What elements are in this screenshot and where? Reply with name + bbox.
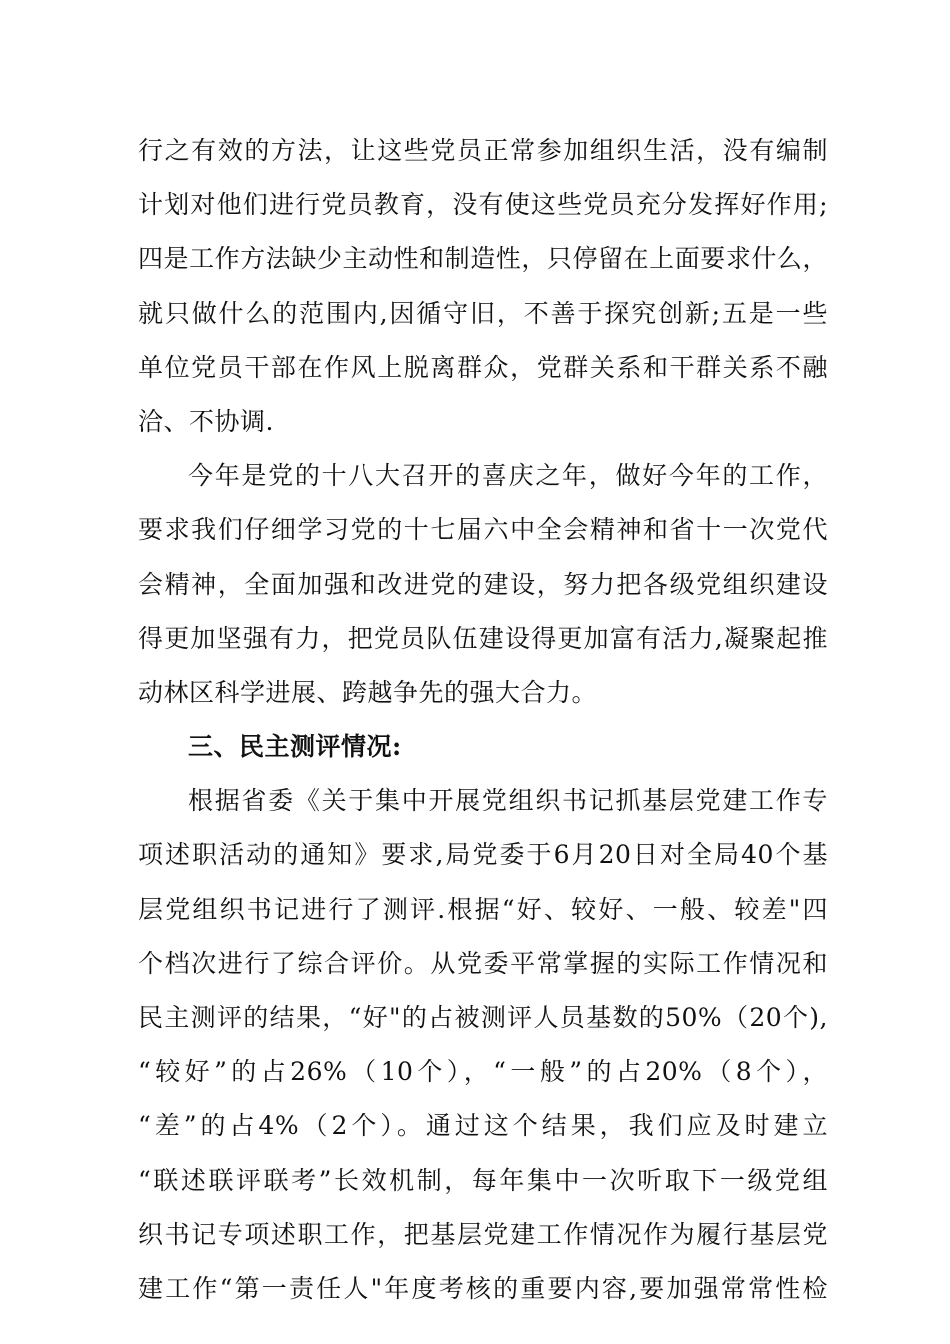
paragraph-line: 会精神，全面加强和改进党的建设，努力把各级党组织建设 bbox=[138, 569, 828, 599]
document-body bbox=[138, 124, 828, 1316]
section-heading: 三、民主测评情况: bbox=[188, 732, 402, 762]
paragraph-line: 得更加坚强有力，把党员队伍建设得更加富有活力,凝聚起推 bbox=[138, 623, 828, 653]
paragraph-line: “联述联评联考”长效机制，每年集中一次听取下一级党组 bbox=[138, 1165, 828, 1195]
paragraph-line: 民主测评的结果，“好"的占被测评人员基数的50%（20个), bbox=[138, 1003, 828, 1032]
paragraph-line: 织书记专项述职工作，把基层党建工作情况作为履行基层党 bbox=[138, 1219, 828, 1249]
paragraph-line: 建工作“第一责任人"年度考核的重要内容,要加强常常性检 bbox=[138, 1273, 828, 1303]
paragraph-line: 就只做什么的范围内,因循守旧，不善于探究创新;五是一些 bbox=[138, 298, 828, 328]
paragraph-line: 要求我们仔细学习党的十七届六中全会精神和省十一次党代 bbox=[138, 515, 828, 545]
paragraph-line: 项述职活动的通知》要求,局党委于6月20日对全局40个基 bbox=[138, 840, 828, 870]
paragraph-line: “较好”的占26%（10个），“一般”的占20%（8个）， bbox=[138, 1057, 828, 1087]
paragraph-line: “差”的占4%（2个）。通过这个结果，我们应及时建立 bbox=[138, 1111, 828, 1141]
paragraph-line: 今年是党的十八大召开的喜庆之年，做好今年的工作， bbox=[188, 461, 828, 491]
paragraph-line: 层党组织书记进行了测评.根据“好、较好、一般、较差"四 bbox=[138, 894, 828, 924]
paragraph-line: 单位党员干部在作风上脱离群众，党群关系和干群关系不融 bbox=[138, 352, 828, 382]
paragraph-line: 根据省委《关于集中开展党组织书记抓基层党建工作专 bbox=[188, 786, 828, 816]
paragraph-line: 动林区科学进展、跨越争先的强大合力。 bbox=[138, 677, 598, 707]
paragraph-line: 四是工作方法缺少主动性和制造性，只停留在上面要求什么， bbox=[138, 244, 828, 274]
paragraph-line: 洽、不协调. bbox=[138, 406, 274, 436]
paragraph-line: 行之有效的方法，让这些党员正常参加组织生活，没有编制 bbox=[138, 136, 828, 165]
paragraph-line: 个档次进行了综合评价。从党委平常掌握的实际工作情况和 bbox=[138, 948, 828, 978]
paragraph-line: 计划对他们进行党员教育，没有使这些党员充分发挥好作用; bbox=[138, 190, 828, 220]
